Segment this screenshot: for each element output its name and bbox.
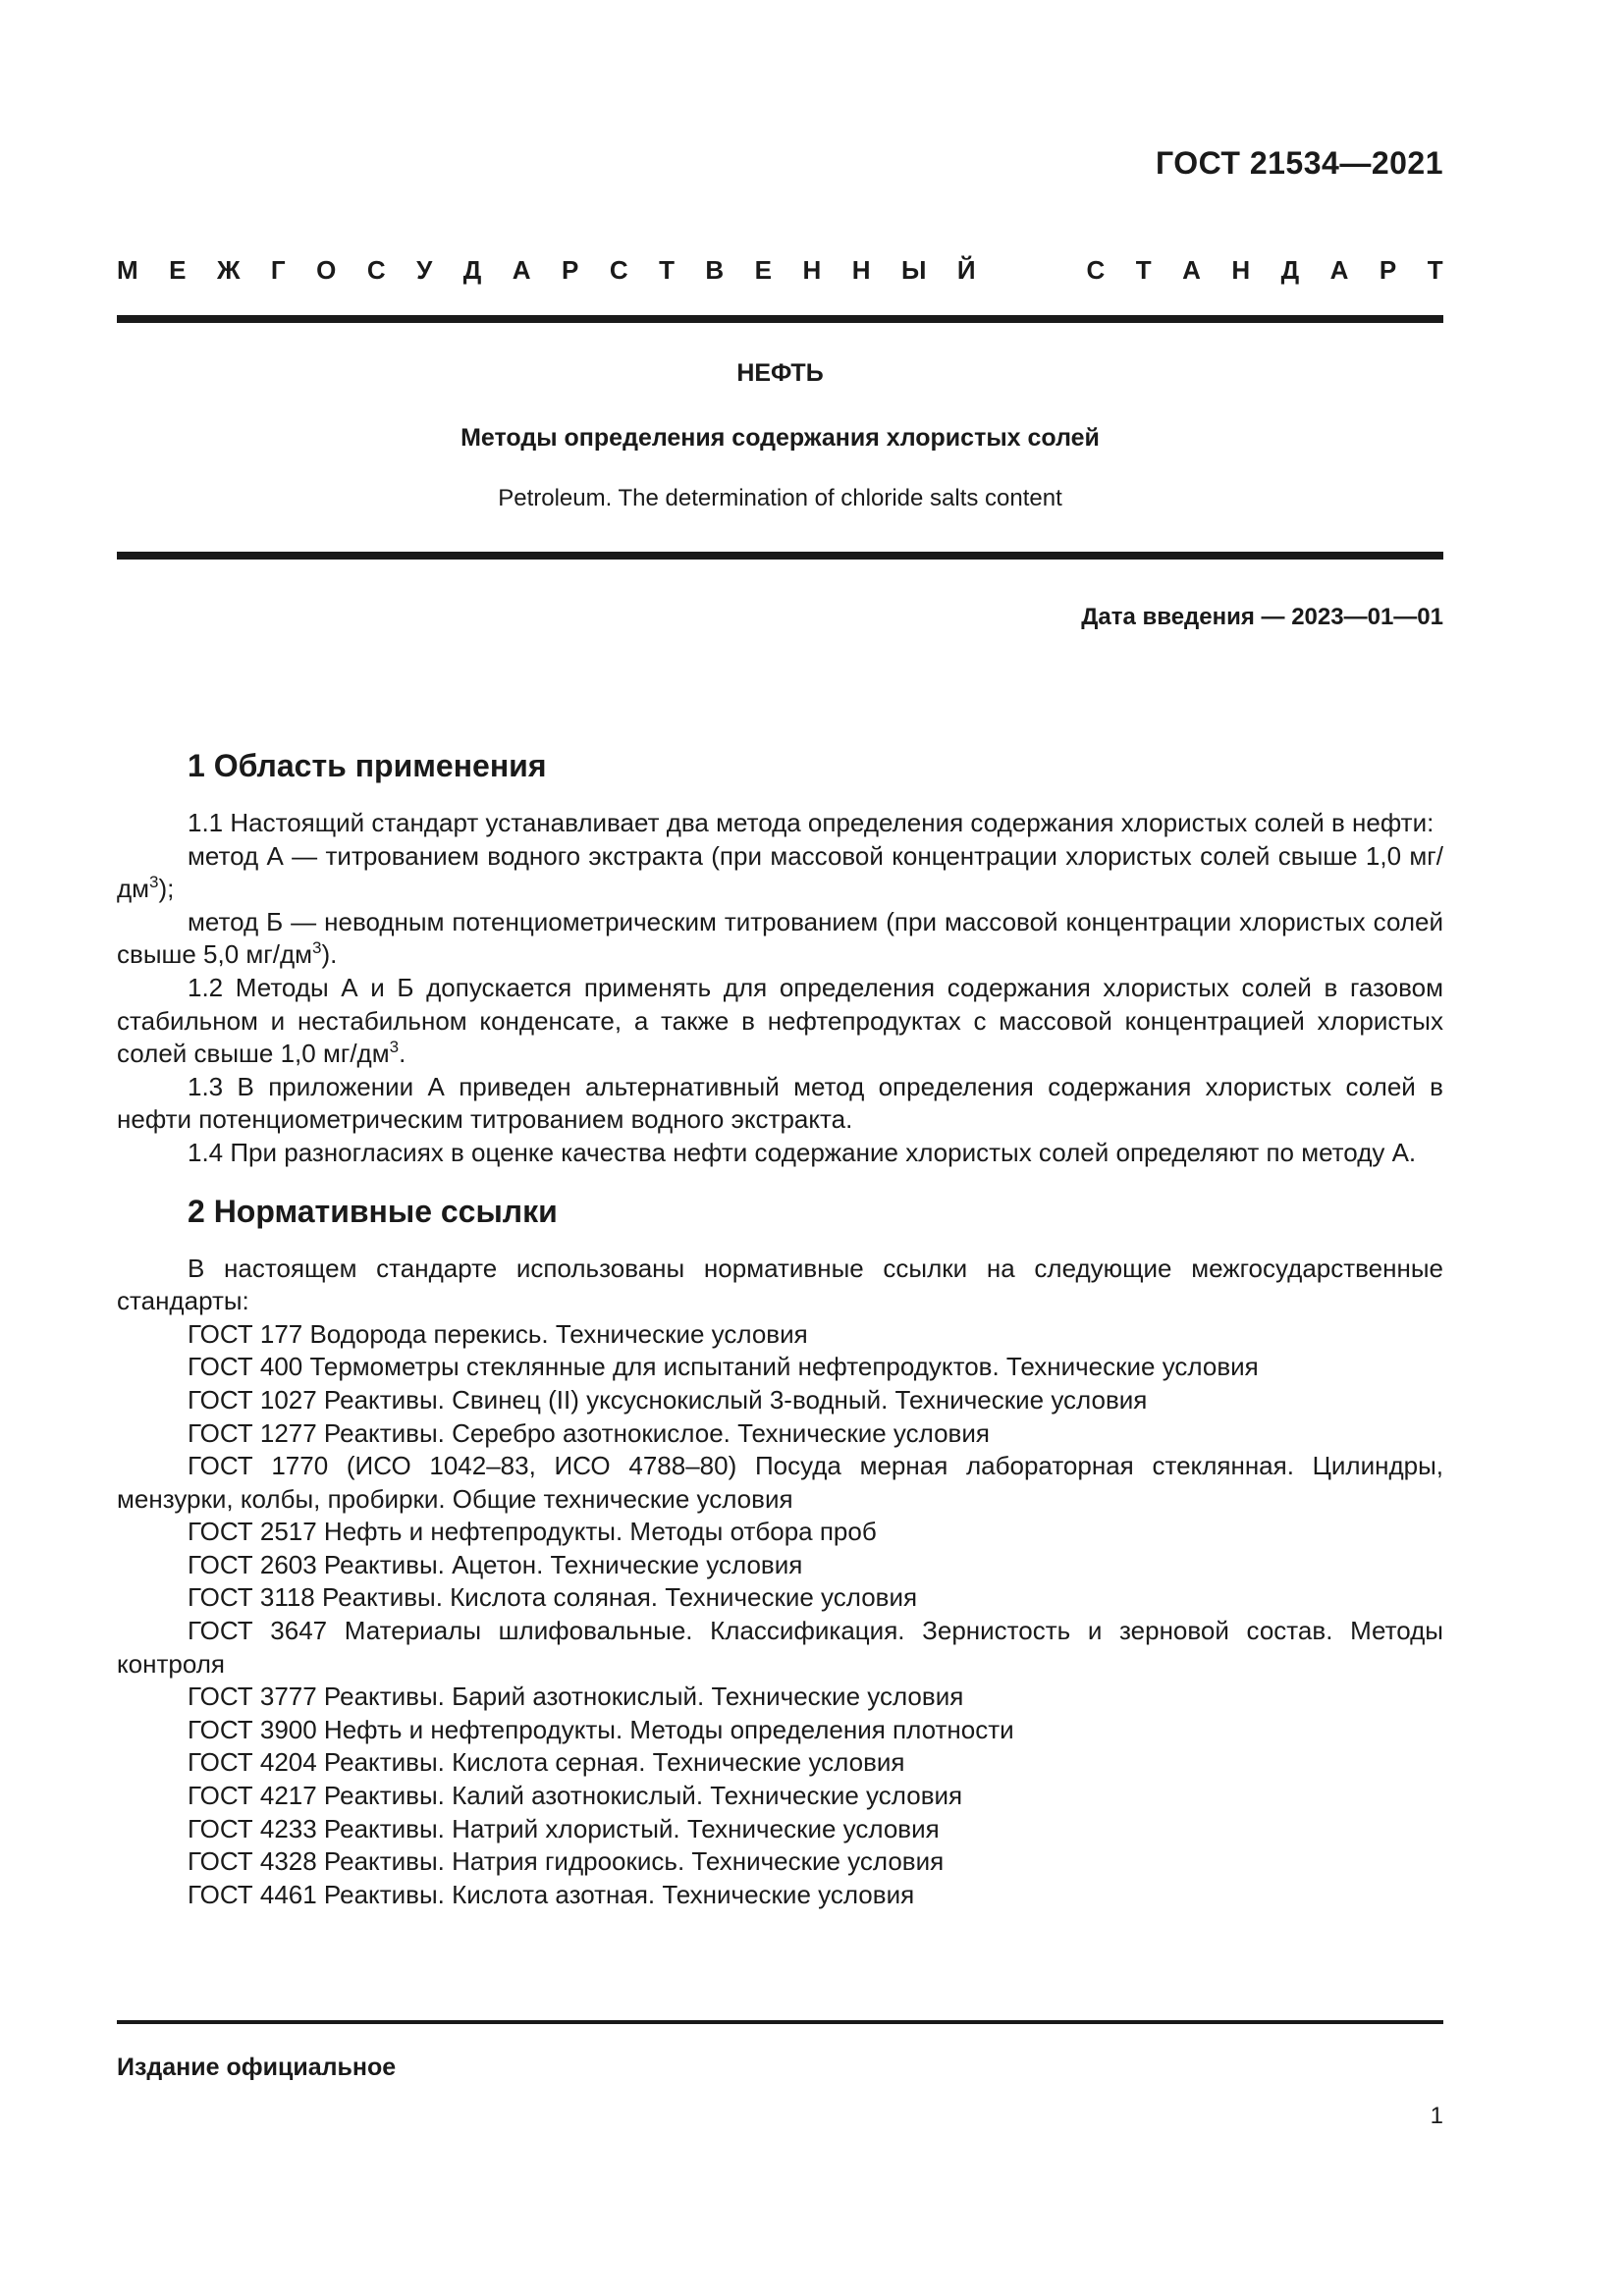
paragraph-1-1: 1.1 Настоящий стандарт устанавливает два метода определения содержания хлористых солей в нефти: [188,808,1435,837]
reference-item: ГОСТ 3777 Реактивы. Барий азотнокислый. Технические условия [188,1682,964,1712]
document-subtitle: Методы определения содержания хлористых солей [460,424,1100,452]
reference-item: ГОСТ 3900 Нефть и нефтепродукты. Методы определения плотности [188,1714,1014,1744]
reference-item: ГОСТ 1770 (ИСО 1042–83, ИСО 4788–80) Посуда мерная лабораторная стеклянная. Цилиндры, мензурки, колбы, пробирки. Общие технические условия [117,1451,1443,1514]
standard-type-letter: В [705,255,725,285]
standard-type-heading [117,255,1443,286]
standard-type-letter: Р [562,255,579,285]
standard-type-letter: А [512,255,531,285]
document-title: НЕФТЬ [736,359,824,387]
standard-type-letter: Т [659,255,675,285]
reference-item: ГОСТ 2517 Нефть и нефтепродукты. Методы отбора проб [188,1517,877,1547]
standard-type-letter: Т [1427,255,1443,285]
standard-type-letter: С [1086,255,1106,285]
standard-type-letter: М [117,255,138,285]
header-rule [117,315,1443,323]
paragraph-1-4: 1.4 При разногласиях в оценке качества нефти содержание хлористых солей определяют по методу А. [188,1137,1417,1167]
paragraph-2-intro: В настоящем стандарте использованы нормативные ссылки на следующие межгосударственные стандарты: [117,1253,1443,1316]
paragraph-method-b: метод Б — неводным потенциометрическим титрованием (при массовой концентрации хлористых солей свыше 5,0 $мг/дм^3$). [117,906,1443,970]
standard-type-letter: Е [754,255,773,285]
standard-type-letter: Ы [900,255,927,285]
standard-type-letter: Т [1135,255,1152,285]
paragraph-1-3: 1.3 В приложении А приведен альтернативный метод определения содержания хлористых солей в нефти потенциометрическим титрованием водного экстракта. [117,1071,1443,1135]
reference-item: ГОСТ 2603 Реактивы. Ацетон. Технические условия [188,1549,803,1579]
reference-item: ГОСТ 3118 Реактивы. Кислота соляная. Технические условия [188,1582,918,1613]
reference-item: ГОСТ 4233 Реактивы. Натрий хлористый. Технические условия [188,1813,940,1843]
standard-type-letter: С [609,255,628,285]
standard-type-letter: Н [1231,255,1251,285]
standard-type-letter: С [366,255,386,285]
section-2-heading: 2 Нормативные ссылки [188,1193,558,1229]
standard-type-letter: Д [1280,255,1300,285]
document-number: ГОСТ 21534—2021 [1155,145,1443,181]
standard-type-letter: Р [1379,255,1397,285]
document-body [117,746,1443,1911]
paragraph-method-a: метод А — титрованием водного экстракта (при массовой концентрации хлористых солей свыше 1,0 $мг/дм^3$); [117,840,1443,904]
standard-type-letter [1006,255,1056,286]
standard-type-letter: А [1182,255,1201,285]
standard-type-letter: А [1329,255,1349,285]
standard-type-letter: Ж [216,255,241,285]
reference-item: ГОСТ 1027 Реактивы. Свинец (II) уксуснокислый 3-водный. Технические условия [188,1384,1148,1415]
standard-type-letter: У [416,255,433,285]
document-title-english: Petroleum. The determination of chloride salts content [498,485,1062,511]
reference-item: ГОСТ 177 Водорода перекись. Технические условия [188,1318,808,1349]
page-number: 1 [1430,2103,1443,2129]
reference-item: ГОСТ 1277 Реактивы. Серебро азотнокислое. Технические условия [188,1417,990,1448]
standard-type-letter: Н [851,255,871,285]
edition-label: Издание официальное [117,2054,397,2081]
standard-type-letter: О [316,255,337,285]
paragraph-1-2: 1.2 Методы А и Б допускается применять для определения содержания хлористых солей в газовом стабильном и нестабильном конденсате, а также в нефтепродуктах с массовой концентрацией хлористых солей свыше 1,0 $мг/дм^3$. [117,972,1443,1069]
footer-rule [117,2020,1443,2024]
reference-item: ГОСТ 4461 Реактивы. Кислота азотная. Технические условия [188,1879,915,1909]
reference-list [117,1318,1443,1912]
reference-item: ГОСТ 4328 Реактивы. Натрия гидроокись. Технические условия [188,1846,945,1877]
standard-type-letter: Д [462,255,482,285]
reference-item: ГОСТ 4217 Реактивы. Калий азотнокислый. Технические условия [188,1781,963,1811]
reference-item: ГОСТ 3647 Материалы шлифовальные. Классификация. Зернистость и зерновой состав. Методы контроля [117,1616,1443,1679]
section-1-heading: 1 Область применения [188,748,547,783]
title-rule [117,552,1443,560]
standard-type-letter: Й [956,255,976,285]
reference-item: ГОСТ 400 Термометры стеклянные для испытаний нефтепродуктов. Технические условия [188,1352,1259,1382]
standard-type-letter: Н [802,255,822,285]
reference-item: ГОСТ 4204 Реактивы. Кислота серная. Технические условия [188,1747,905,1778]
introduction-date: Дата введения — 2023—01—01 [1081,604,1443,630]
standard-type-letter: Г [270,255,286,285]
standard-type-letter: Е [169,255,187,285]
